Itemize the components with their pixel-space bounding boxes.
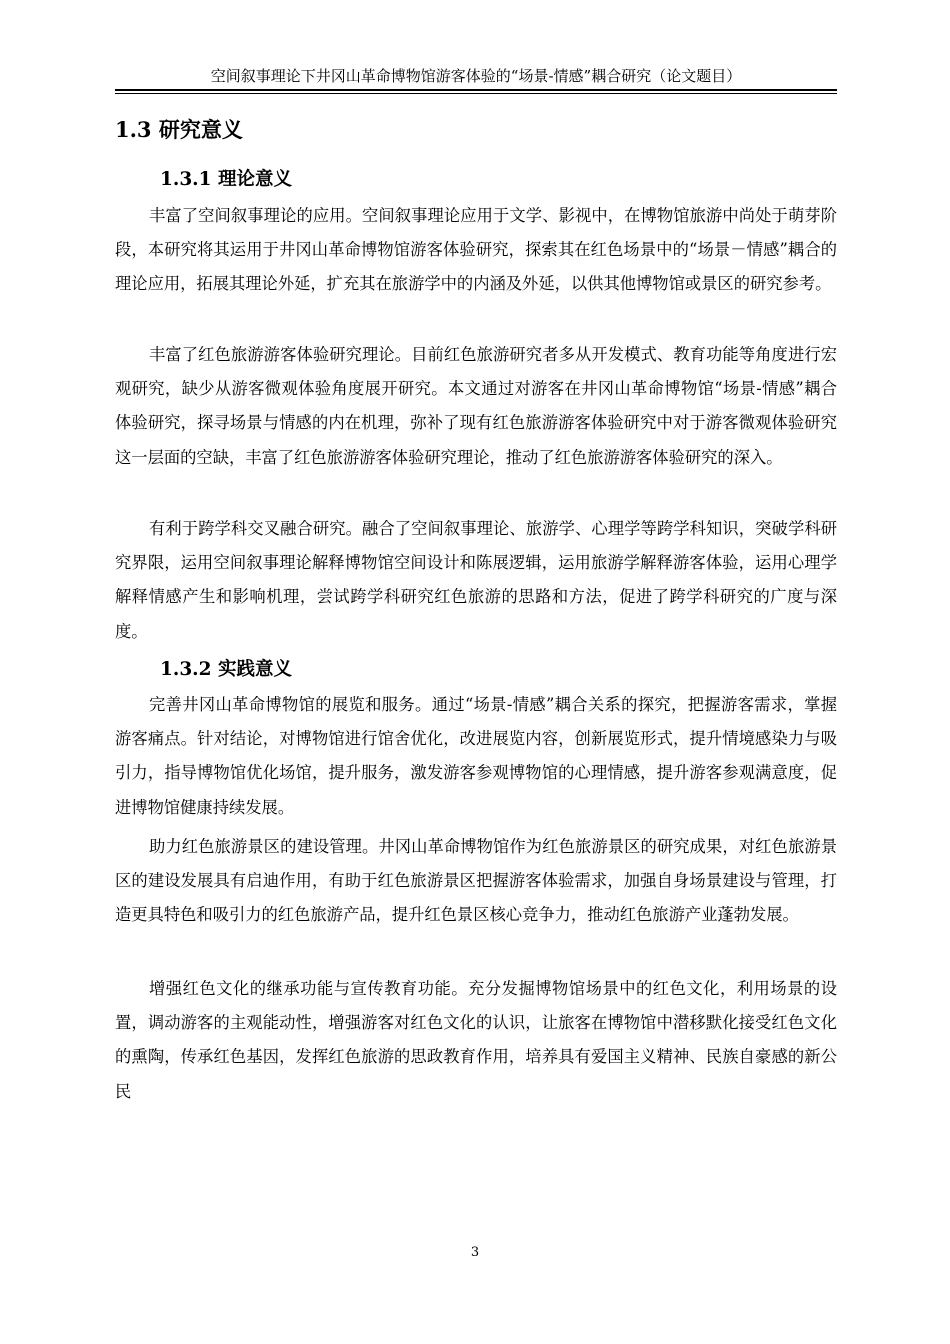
- section-heading: 1.3 研究意义: [115, 117, 243, 142]
- subsection-heading-practice: 1.3.2 实践意义: [160, 659, 292, 680]
- paragraph: 丰富了空间叙事理论的应用。空间叙事理论应用于文学、影视中，在博物馆旅游中尚处于萌芽阶段，本研究将其运用于井冈山革命博物馆游客体验研究，探索其在红色场景中的“场景－情感”耦合的理论应用，拓展其理论外延，扩充其在旅游学中的内涵及外延，以供其他博物馆或景区的研究参考。: [115, 206, 837, 294]
- subsection-heading-theory: 1.3.1 理论意义: [160, 169, 292, 190]
- page-number: 3: [470, 1245, 480, 1260]
- paragraph: 增强红色文化的继承功能与宣传教育功能。充分发掘博物馆场景中的红色文化，利用场景的设置，调动游客的主观能动性，增强游客对红色文化的认识，让旅客在博物馆中潜移默化接受红色文化的熏陶，传承红色基因，发挥红色旅游的思政教育作用，培养具有爱国主义精神、民族自豪感的新公民: [115, 979, 837, 1101]
- running-header: 空间叙事理论下井冈山革命博物馆游客体验的“场景-情感”耦合研究（论文题目）: [210, 67, 742, 85]
- paragraph: 丰富了红色旅游游客体验研究理论。目前红色旅游研究者多从开发模式、教育功能等角度进行宏观研究，缺少从游客微观体验角度展开研究。本文通过对游客在井冈山革命博物馆“场景-情感”耦合体验研究，探寻场景与情感的内在机理，弥补了现有红色旅游游客体验研究中对于游客微观体验研究这一层面的空缺，丰富了红色旅游游客体验研究理论，推动了红色旅游游客体验研究的深入。: [115, 345, 837, 467]
- paragraph: 完善井冈山革命博物馆的展览和服务。通过“场景-情感”耦合关系的探究，把握游客需求，掌握游客痛点。针对结论，对博物馆进行馆舍优化，改进展览内容，创新展览形式，提升情境感染力与吸引力，指导博物馆优化场馆，提升服务，激发游客参观博物馆的心理情感，提升游客参观满意度，促进博物馆健康持续发展。: [115, 695, 837, 817]
- header-rule-thick: [115, 89, 837, 91]
- paragraph: 有利于跨学科交叉融合研究。融合了空间叙事理论、旅游学、心理学等跨学科知识，突破学科研究界限，运用空间叙事理论解释博物馆空间设计和陈展逻辑，运用旅游学解释游客体验，运用心理学解释情感产生和影响机理，尝试跨学科研究红色旅游的思路和方法，促进了跨学科研究的广度与深度。: [115, 519, 837, 641]
- paragraph: 助力红色旅游景区的建设管理。井冈山革命博物馆作为红色旅游景区的研究成果，对红色旅游景区的建设发展具有启迪作用，有助于红色旅游景区把握游客体验需求，加强自身场景建设与管理，打造更具特色和吸引力的红色旅游产品，提升红色景区核心竞争力，推动红色旅游产业蓬勃发展。: [115, 837, 837, 925]
- header-rule-thin: [115, 93, 837, 94]
